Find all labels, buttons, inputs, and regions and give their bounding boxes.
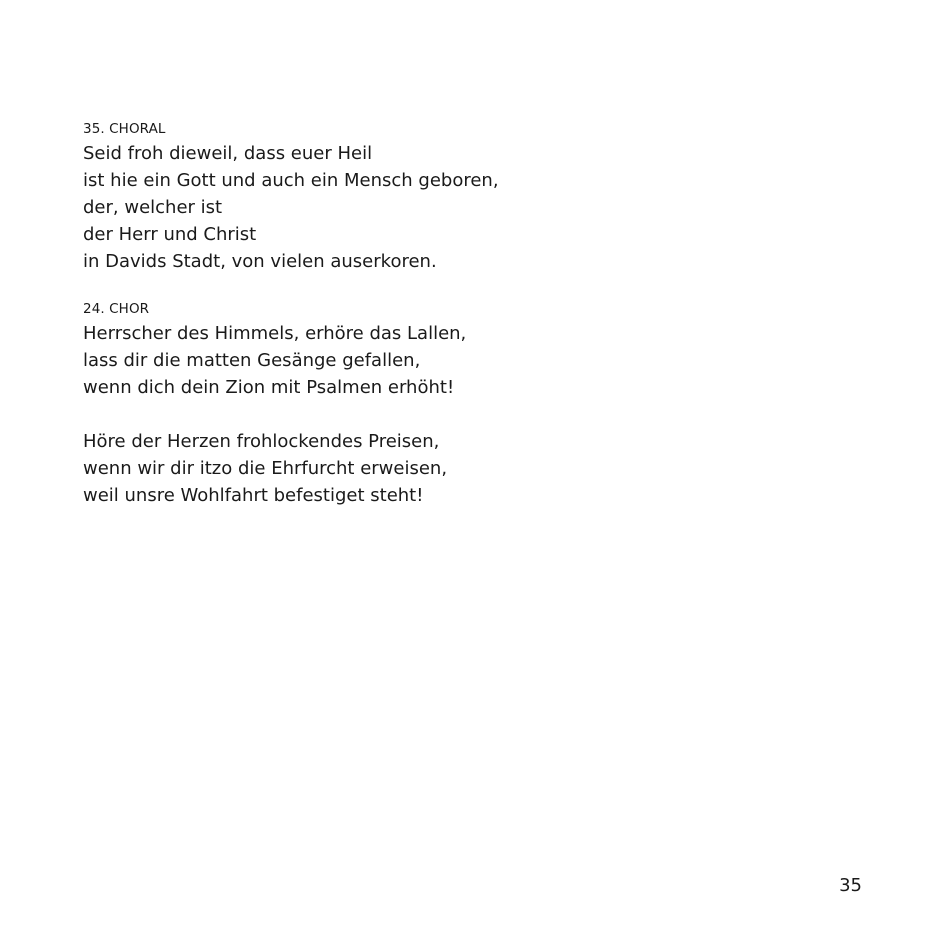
verse-line: Höre der Herzen frohlockendes Preisen, xyxy=(83,431,440,452)
verse-line: der Herr und Christ xyxy=(83,224,257,245)
section-heading: 35. CHORAL xyxy=(83,121,166,137)
verse-line: lass dir die matten Gesänge gefallen, xyxy=(83,350,421,371)
section-choral xyxy=(83,121,643,275)
verse-line: der, welcher ist xyxy=(83,197,223,218)
stanza xyxy=(83,140,643,275)
section-heading: 24. CHOR xyxy=(83,301,150,317)
verse-line: Herrscher des Himmels, erhöre das Lallen, xyxy=(83,323,467,344)
section-chor xyxy=(83,301,643,509)
stanza xyxy=(83,428,643,509)
verse-line: ist hie ein Gott und auch ein Mensch geboren, xyxy=(83,170,499,191)
verse-line: weil unsre Wohlfahrt befestiget steht! xyxy=(83,485,424,506)
stanza-spacer xyxy=(83,401,643,428)
verse-line: wenn dich dein Zion mit Psalmen erhöht! xyxy=(83,377,455,398)
page-content xyxy=(83,121,643,509)
stanza xyxy=(83,320,643,401)
section-spacer xyxy=(83,275,643,301)
verse-line: in Davids Stadt, von vielen auserkoren. xyxy=(83,251,437,272)
page-number: 35 xyxy=(839,875,862,896)
verse-line: wenn wir dir itzo die Ehrfurcht erweisen, xyxy=(83,458,448,479)
verse-line: Seid froh dieweil, dass euer Heil xyxy=(83,143,373,164)
